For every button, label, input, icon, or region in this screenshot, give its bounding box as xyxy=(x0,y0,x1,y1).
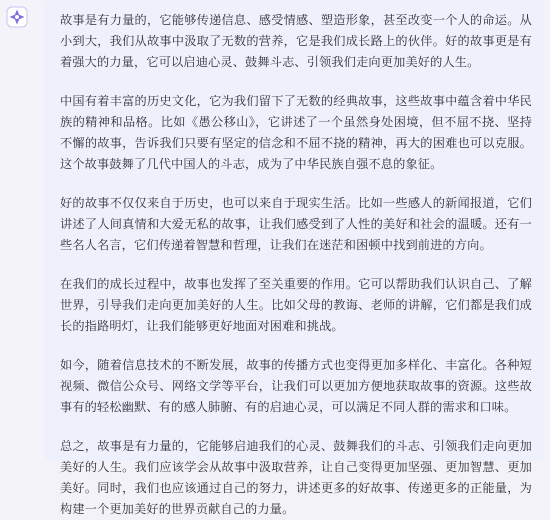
message-paragraph: 在我们的成长过程中，故事也发挥了至关重要的作用。它可以帮助我们认识自己、了解世界，引导我们走向更加美好的人生。比如父母的教诲、老师的讲解，它们都是我们成长的指路明灯，让我们能够更好地面对困难和挑战。 xyxy=(60,277,532,333)
assistant-message-bubble xyxy=(44,0,544,516)
message-paragraph: 中国有着丰富的历史文化，它为我们留下了无数的经典故事，这些故事中蕴含着中华民族的精神和品格。比如《愚公移山》，它讲述了一个虽然身处困境，但不屈不挠、坚持不懈的故事，告诉我们只要有坚定的信念和不屈不挠的精神，再大的困难也可以克服。这个故事鼓舞了几代中国人的斗志，成为了中华民族自强不息的象征。 xyxy=(60,94,532,171)
message-paragraph: 故事是有力量的，它能够传递信息、感受情感、塑造形象，甚至改变一个人的命运。从小到大，我们从故事中汲取了无数的营养，它是我们成长路上的伙伴。好的故事更是有着强大的力量，它可以启迪心灵、鼓舞斗志、引领我们走向更加美好的人生。 xyxy=(60,13,532,69)
assistant-star-logo-icon xyxy=(6,6,28,28)
message-paragraph: 总之，故事是有力量的，它能够启迪我们的心灵、鼓舞我们的斗志、引领我们走向更加美好的人生。我们应该学会从故事中汲取营养，让自己变得更加坚强、更加智慧、更加美好。同时，我们也应该通过自己的努力，讲述更多的好故事、传递更多的正能量，为构建一个更加美好的世界贡献自己的力量。 xyxy=(60,439,532,516)
message-paragraph: 如今，随着信息技术的不断发展，故事的传播方式也变得更加多样化、丰富化。各种短视频、微信公众号、网络文学等平台，让我们可以更加方便地获取故事的资源。这些故事有的轻松幽默、有的感人肺腑、有的启迪心灵，可以满足不同人群的需求和口味。 xyxy=(60,358,532,414)
message-paragraph: 好的故事不仅仅来自于历史，也可以来自于现实生活。比如一些感人的新闻报道，它们讲述了人间真情和大爱无私的故事，让我们感受到了人性的美好和社会的温暖。还有一些名人名言，它们传递着智慧和哲理，让我们在迷茫和困顿中找到前进的方向。 xyxy=(60,196,532,252)
